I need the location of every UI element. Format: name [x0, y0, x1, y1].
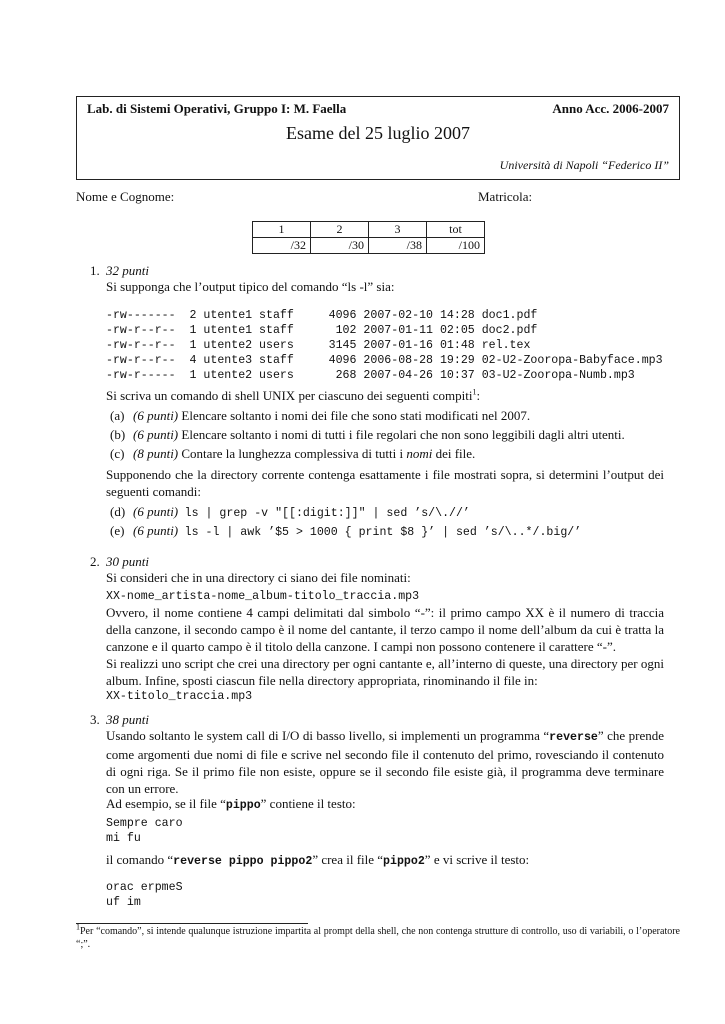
input-line: mi fu [106, 832, 141, 845]
task-text: Elencare soltanto i nomi dei file che sono stati modificati nel 2007. [181, 408, 531, 423]
input-line: Sempre caro [106, 817, 183, 830]
footnote [76, 922, 680, 951]
task-label: (b) [110, 427, 126, 442]
score-table [252, 221, 485, 254]
paragraph-text: ” crea il file “ [312, 852, 384, 867]
listing-line: -rw-r--r-- 1 utente2 users 3145 2007-01-16 01:48 rel.tex [106, 339, 531, 352]
task-text: Elencare soltanto i nomi di tutti i file regolari che non sono leggibili dagli altri utenti. [181, 427, 625, 442]
task-points: (6 punti) [133, 427, 179, 442]
command-example: reverse pippo pippo2 [173, 855, 313, 868]
footnote-rule [76, 923, 308, 924]
question-number: 3. [90, 712, 100, 727]
output-line: uf im [106, 896, 141, 909]
task-label: (c) [110, 446, 125, 461]
score-cell: /38 [369, 238, 427, 254]
paragraph-text: ” che prende come argomenti due nomi di file e scrive nel secondo file il contenuto del primo, rovesciando il contenuto di ogni riga. Se il primo file non esiste, oppure se il secondo file esiste già, il programma deve terminare con un errore. [106, 728, 664, 796]
command-sentence [106, 851, 529, 870]
task-item [133, 426, 625, 443]
paragraph-text: Ad esempio, se il file “ [106, 796, 226, 811]
paragraph [106, 727, 664, 797]
score-cell: /32 [253, 238, 311, 254]
paragraph-text: il comando “ [106, 852, 174, 867]
paragraph: Ovvero, il nome contiene 4 campi delimitati dal simbolo “-”: il primo campo XX è il numero di traccia della canzone, il secondo campo è il nome del cantante, il terzo campo il nome dell’album da cui è tratta la canzone e il quarto campo è il titolo della canzone. I campi non possono contenere il carattere “-”. [106, 605, 664, 654]
university-name: Università di Napoli “Federico II” [499, 158, 669, 172]
listing-line: -rw-r--r-- 4 utente3 staff 4096 2006-08-28 19:29 02-U2-Zooropa-Babyface.mp3 [106, 354, 663, 367]
output-line: orac erpmeS [106, 881, 183, 894]
file-name: pippo [225, 799, 261, 812]
exam-title: Esame del 25 luglio 2007 [286, 123, 470, 143]
task-intro-text: Si scriva un comando di shell UNIX per ciascuno dei seguenti compiti [106, 388, 473, 403]
task-item [133, 407, 530, 424]
paragraph: Si realizzi uno script che crei una directory per ogni cantante e, all’interno di queste, una directory per ogni album. Infine, sposti ciascun file nella directory appropriata, rinominando il file in: [106, 656, 664, 688]
score-header: 3 [369, 222, 427, 238]
question-number: 2. [90, 554, 100, 569]
academic-year: Anno Acc. 2006-2007 [552, 101, 669, 116]
task-points: (8 punti) [133, 446, 179, 461]
paragraph-text: Usando soltanto le system call di I/O di basso livello, si implementi un programma “ [106, 728, 550, 743]
question-points: 30 punti [106, 554, 149, 569]
task-intro [106, 387, 480, 404]
output-intro: Supponendo che la directory corrente contenga esattamente i file mostrati sopra, si determini l’output dei seguenti comandi: [106, 467, 664, 499]
program-name: reverse [549, 731, 598, 744]
listing-line: -rw-r--r-- 1 utente1 staff 102 2007-01-11 02:05 doc2.pdf [106, 324, 538, 337]
paragraph-text: ” e vi scrive il testo: [424, 852, 530, 867]
task-item [133, 445, 475, 462]
target-filename: XX-titolo_traccia.mp3 [106, 690, 253, 703]
listing-line: -rw------- 2 utente1 staff 4096 2007-02-10 14:28 doc1.pdf [106, 309, 538, 322]
command-item [133, 503, 470, 522]
task-label: (d) [110, 504, 126, 519]
question-intro: Si supponga che l’output tipico del comando “ls -l” sia: [106, 279, 395, 294]
shell-command: ls | grep -v "[[:digit:]]" | sed ’s/\.//’ [184, 507, 470, 520]
score-value-row [253, 238, 485, 254]
name-label: Nome e Cognome: [76, 189, 175, 204]
question-points: 38 punti [106, 712, 149, 727]
score-cell: /100 [427, 238, 485, 254]
footnote-text: Per “comando”, si intende qualunque istruzione impartita al prompt della shell, che non contenga strutture di controllo, uso di variabili, o l’operatore “;”. [76, 926, 680, 950]
score-cell: /30 [311, 238, 369, 254]
task-intro-end: : [476, 388, 481, 403]
file-name: pippo2 [383, 855, 425, 868]
footnote-ref: 1 [472, 387, 477, 397]
task-text: Contare la lunghezza complessiva di tutti i [181, 446, 407, 461]
question-points: 32 punti [106, 263, 149, 278]
listing-line: -rw-r----- 1 utente2 users 268 2007-04-26 10:37 03-U2-Zooropa-Numb.mp3 [106, 369, 635, 382]
task-points: (6 punti) [133, 408, 179, 423]
question-intro: Si consideri che in una directory ci siano dei file nominati: [106, 570, 411, 585]
example-intro [106, 795, 356, 814]
question-number: 1. [90, 263, 100, 278]
command-item [133, 522, 581, 541]
course-name: Lab. di Sistemi Operativi, Gruppo I: M. Faella [87, 101, 347, 116]
task-points: (6 punti) [133, 523, 179, 538]
score-header: tot [427, 222, 485, 238]
task-points: (6 punti) [133, 504, 179, 519]
task-text: dei file. [432, 446, 476, 461]
footnote-mark: 1 [76, 922, 80, 932]
paragraph-text: ” contiene il testo: [260, 796, 356, 811]
filename-pattern: XX-nome_artista-nome_album-titolo_traccia.mp3 [106, 590, 420, 603]
score-header: 1 [253, 222, 311, 238]
header-box [76, 96, 680, 180]
student-id-label: Matricola: [478, 189, 533, 204]
task-label: (e) [110, 523, 125, 538]
task-text-emphasis: nomi [406, 446, 433, 461]
score-header: 2 [311, 222, 369, 238]
shell-command: ls -l | awk ’$5 > 1000 { print $8 }’ | sed ’s/\..*/.big/’ [184, 526, 582, 539]
score-header-row [253, 222, 485, 238]
task-label: (a) [110, 408, 125, 423]
